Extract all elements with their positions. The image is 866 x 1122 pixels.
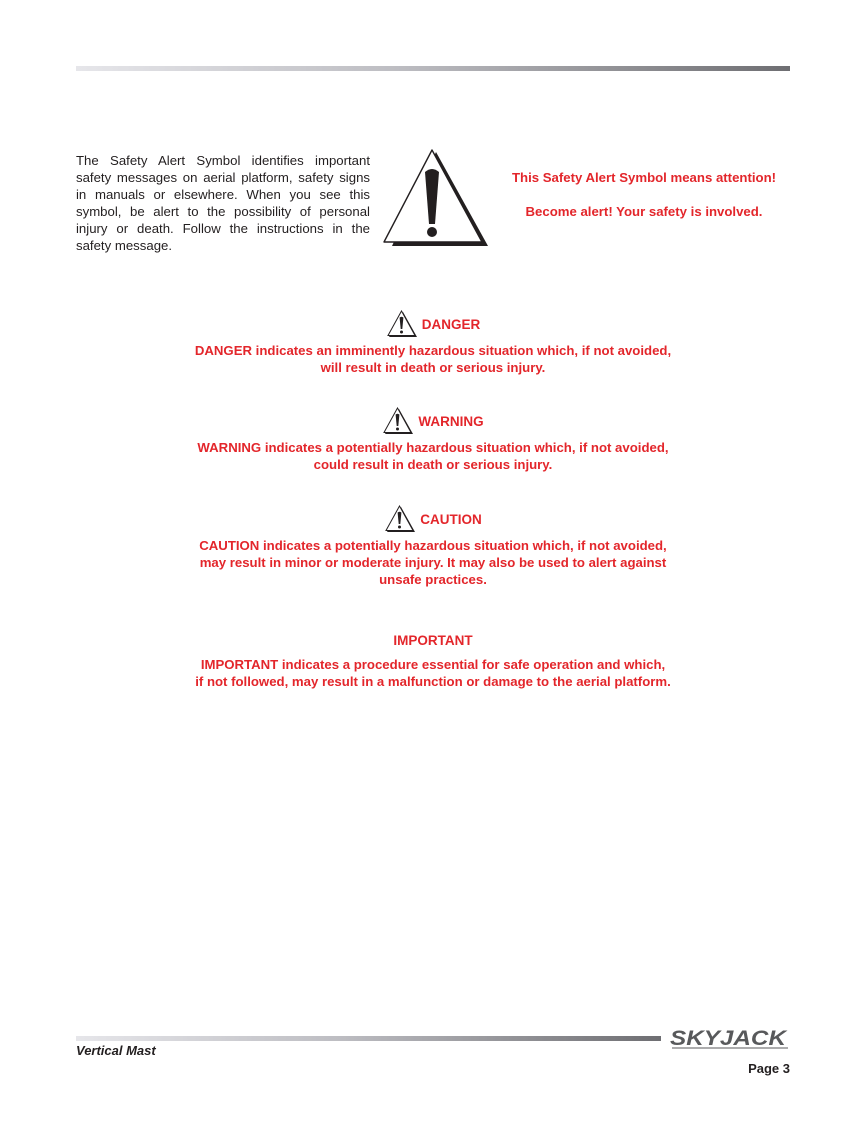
page-number: Page 3 (748, 1061, 790, 1076)
safety-alert-triangle-icon (386, 310, 418, 338)
alert-meaning-line-1: This Safety Alert Symbol means attention! (511, 170, 777, 185)
warning-description (150, 439, 716, 473)
caution-text-line: unsafe practices. (379, 572, 487, 587)
intro-paragraph: The Safety Alert Symbol identifies important safety messages on aerial platform, safety signs in manuals or elsewhere. When you see this symbol, be alert to the possibility of personal injury or death. Follow the instructions in the safety message. (76, 153, 370, 253)
safety-alert-triangle-icon (384, 505, 416, 533)
danger-description (150, 342, 716, 376)
caution-text-line: may result in minor or moderate injury. It may also be used to alert against (199, 555, 667, 570)
danger-text-line: DANGER indicates an imminently hazardous situation which, if not avoided, (194, 343, 672, 358)
caution-heading (0, 505, 866, 533)
footer-rule (76, 1036, 661, 1041)
important-label: IMPORTANT (393, 632, 473, 648)
warning-text-line: could result in death or serious injury. (313, 457, 553, 472)
warning-heading (0, 407, 866, 435)
document-title: Vertical Mast (76, 1043, 156, 1058)
danger-label: DANGER (421, 316, 481, 332)
caution-text-line: CAUTION indicates a potentially hazardous situation which, if not avoided, (199, 538, 667, 553)
skyjack-logo (668, 1024, 792, 1050)
danger-heading (0, 310, 866, 338)
warning-label: WARNING (418, 413, 484, 429)
important-text-line: if not followed, may result in a malfunction or damage to the aerial platform. (195, 674, 671, 689)
alert-meaning-line-2: Become alert! Your safety is involved. (525, 204, 763, 219)
important-heading (0, 631, 866, 649)
important-description (150, 656, 716, 690)
caution-label: CAUTION (420, 511, 482, 527)
warning-text-line: WARNING indicates a potentially hazardous situation which, if not avoided, (197, 440, 669, 455)
logo-wordmark: SKYJACK (670, 1027, 789, 1050)
caution-description (150, 537, 716, 588)
important-text-line: IMPORTANT indicates a procedure essential for safe operation and which, (200, 657, 666, 672)
safety-alert-triangle-icon (382, 407, 414, 435)
danger-text-line: will result in death or serious injury. (320, 360, 546, 375)
safety-alert-triangle-icon (381, 146, 491, 250)
header-rule (76, 66, 790, 71)
